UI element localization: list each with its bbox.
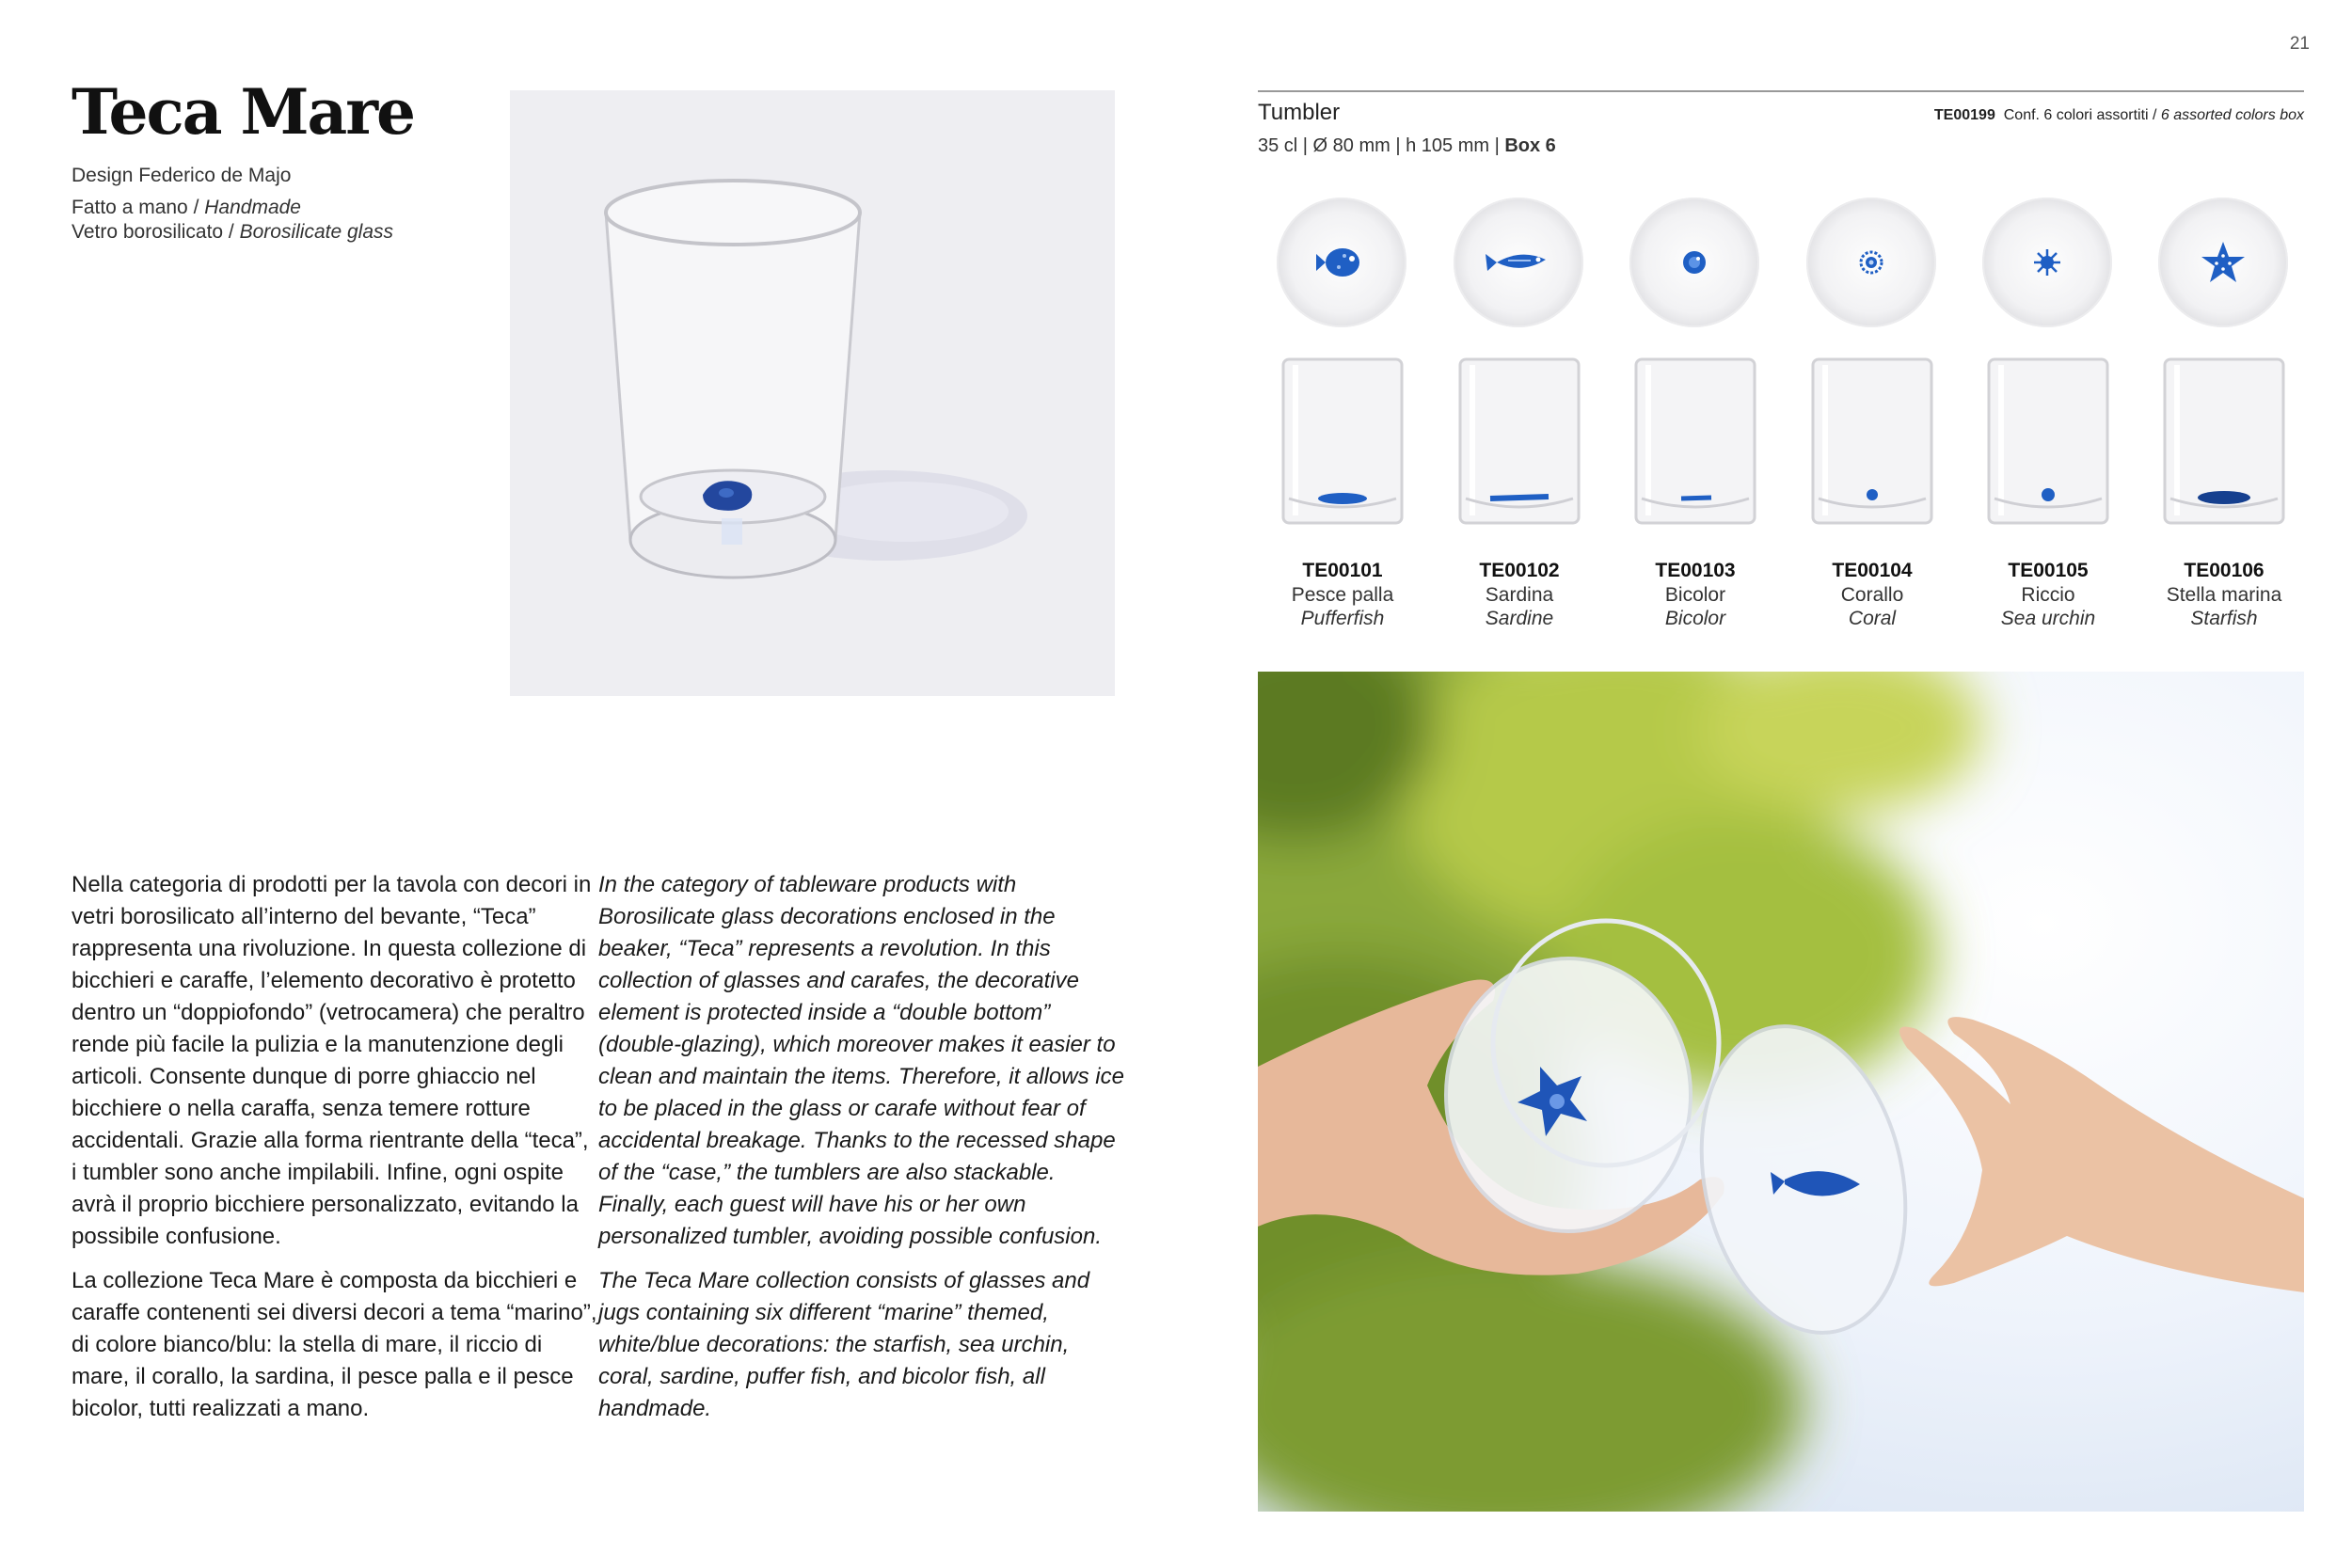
made-it: Fatto a mano / [72, 197, 199, 218]
glass-side-view [2163, 357, 2285, 525]
glass-side-view [1281, 357, 1404, 525]
variant-card [1615, 193, 1775, 635]
top-view [1454, 198, 1583, 327]
variant-card [1263, 193, 1422, 635]
sardine-icon [1454, 198, 1583, 327]
description-english [598, 869, 1125, 1437]
variant-name-en: Sardine [1485, 608, 1554, 629]
page-number: 21 [2289, 34, 2310, 54]
glass-side-view [1458, 357, 1581, 525]
made-by-hand [72, 196, 301, 220]
top-view [2158, 198, 2288, 327]
variant-name-it: Bicolor [1664, 584, 1726, 606]
box-desc-it: Conf. 6 colori assortiti / [2003, 107, 2157, 123]
top-view [1629, 198, 1759, 327]
variant-name-en: Sea urchin [2000, 608, 2096, 629]
specs-text: 35 cl | Ø 80 mm | h 105 mm | [1258, 135, 1500, 156]
header-rule [1258, 90, 2304, 92]
starfish-icon [2158, 198, 2288, 327]
page-title: Teca Mare [72, 75, 415, 149]
coral-icon [1806, 198, 1936, 327]
variant-code: TE00101 [1302, 560, 1383, 581]
description-italian [72, 869, 598, 1437]
paragraph: The Teca Mare collection consists of glasses and jugs containing six different “marine” themed, white/blue decorations: the starfish, sea urchin, coral, sardine, puffer fish, and bicolor fish, all handmade. [598, 1268, 1090, 1421]
variant-name-en: Bicolor [1664, 608, 1726, 629]
variant-name-it: Stella marina [2166, 584, 2282, 606]
material [72, 220, 393, 245]
variant-name-it: Pesce palla [1291, 584, 1394, 606]
paragraph: La collezione Teca Mare è composta da bicchieri e caraffe contenenti sei diversi decori a tema “marino”, di colore bianco/blu: la stella di mare, il riccio di mare, il corallo, la sardina, il pesce palla e il pesce bicolor, tutti realizzati a mano. [72, 1268, 597, 1421]
variant-code: TE00104 [1832, 560, 1913, 581]
pufferfish-icon [1277, 198, 1406, 327]
variant-code: TE00103 [1655, 560, 1736, 581]
variant-code: TE00102 [1479, 560, 1560, 581]
top-view [1277, 198, 1406, 327]
designer-credit: Design Federico de Majo [72, 165, 292, 186]
variant-card [1439, 193, 1599, 635]
box-code: TE00199 [1933, 107, 1995, 123]
variant-code: TE00105 [2008, 560, 2089, 581]
variant-card [1968, 193, 2128, 635]
glass-side-view [1987, 357, 2109, 525]
variant-name-it: Corallo [1840, 584, 1904, 606]
glass-side-view [1811, 357, 1933, 525]
paragraph: In the category of tableware products with Borosilicate glass decorations enclosed in the beaker, “Teca” represents a revolution. In this collection of glasses and carafes, the decorative element is protected inside a “double bottom” (double-glazing), which moreover makes it easier to clean and maintain the items. Therefore, it allows ice to be placed in the glass or carafe without fear of accidental breakage. Thanks to the recessed shape of the “case,” the tumblers are also stackable. Finally, each guest will have his or her own personalized tumbler, avoiding possible confusion. [598, 872, 1124, 1249]
bicolor-fish-icon [1629, 198, 1759, 327]
variant-name-en: Coral [1848, 608, 1897, 629]
material-en: Borosilicate glass [239, 221, 394, 243]
sea-urchin-icon [1982, 198, 2112, 327]
box-label: Box 6 [1504, 135, 1556, 156]
box-info [1934, 107, 2304, 124]
top-view [1982, 198, 2112, 327]
product-name: Tumbler [1258, 100, 1341, 125]
variant-code: TE00106 [2184, 560, 2265, 581]
material-it: Vetro borosilicato / [72, 221, 234, 243]
made-en: Handmade [204, 197, 301, 218]
variant-name-en: Pufferfish [1300, 608, 1385, 629]
paragraph: Nella categoria di prodotti per la tavola con decori in vetri borosilicato all’interno del bevante, “Teca” rappresenta una rivoluzione. In questa collezione di bicchieri e caraffe, l’elemento decorativo è protetto dentro un “doppiofondo” (vetrocamera) che peraltro rende più facile la pulizia e la manutenzione degli articoli. Consente dunque di porre ghiaccio nel bicchiere o nella caraffa, senza temere rotture accidentali. Grazie alla forma rientrante della “teca”, i tumbler sono anche impilabili. Infine, ogni ospite avrà il proprio bicchiere personalizzato, evitando la possibile confusione. [72, 872, 592, 1249]
variant-card [2144, 193, 2304, 635]
box-desc-en: 6 assorted colors box [2160, 107, 2304, 123]
hero-product-photo [510, 90, 1115, 696]
lifestyle-photo [1258, 672, 2304, 1512]
variant-name-it: Sardina [1485, 584, 1554, 606]
glass-side-view [1634, 357, 1756, 525]
top-view [1806, 198, 1936, 327]
variant-card [1792, 193, 1952, 635]
variant-name-it: Riccio [2021, 584, 2075, 606]
product-specs [1258, 135, 1556, 157]
variant-name-en: Starfish [2190, 608, 2258, 629]
